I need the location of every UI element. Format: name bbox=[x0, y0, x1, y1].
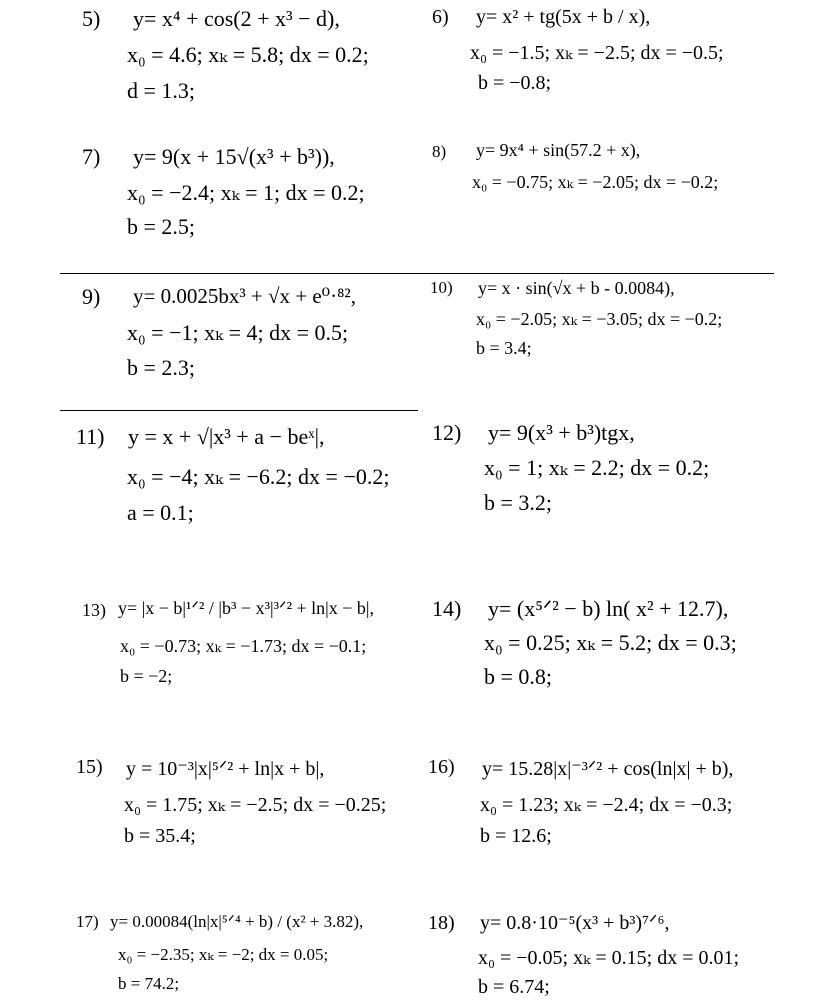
task-range: x₀ = −0.05; xₖ = 0.15; dx = 0.01; bbox=[478, 947, 740, 969]
task-param: b = 35.4; bbox=[124, 825, 196, 847]
task-range: x₀ = 1; xₖ = 2.2; dx = 0.2; bbox=[484, 455, 710, 480]
task-range: x₀ = 4.6; xₖ = 5.8; dx = 0.2; bbox=[127, 42, 369, 67]
task-number: 17) bbox=[76, 912, 99, 931]
task-range: x₀ = −2.4; xₖ = 1; dx = 0.2; bbox=[127, 180, 365, 205]
task-formula: y= 0.00084(ln|x|⁵ᐟ⁴ + b) / (x² + 3.82), bbox=[110, 912, 364, 931]
task-param: b = 3.4; bbox=[476, 338, 532, 358]
task-range: x₀ = −4; xₖ = −6.2; dx = −0.2; bbox=[127, 464, 390, 489]
task-param: b = 12.6; bbox=[480, 825, 552, 847]
task-range: x₀ = −2.05; xₖ = −3.05; dx = −0.2; bbox=[476, 309, 723, 329]
task-formula: y= x · sin(√x + b - 0.0084), bbox=[478, 278, 675, 298]
task-param: b = 6.74; bbox=[478, 976, 550, 998]
divider-line bbox=[60, 410, 418, 411]
task-number: 6) bbox=[432, 6, 449, 28]
task-range: x₀ = −0.73; xₖ = −1.73; dx = −0.1; bbox=[120, 636, 367, 656]
task-param: b = 3.2; bbox=[484, 490, 553, 515]
divider-line bbox=[418, 273, 774, 274]
task-number: 12) bbox=[432, 420, 462, 445]
task-formula: y= 15.28|x|⁻³ᐟ² + cos(ln|x| + b), bbox=[482, 758, 734, 780]
task-formula: y= (x⁵ᐟ² − b) ln( x² + 12.7), bbox=[488, 596, 729, 621]
task-formula: y= x² + tg(5x + b / x), bbox=[476, 6, 651, 28]
task-number: 7) bbox=[82, 144, 101, 169]
task-number: 9) bbox=[82, 284, 101, 309]
task-formula: y= x⁴ + cos(2 + x³ − d), bbox=[133, 6, 340, 31]
task-range: x₀ = −2.35; xₖ = −2; dx = 0.05; bbox=[118, 945, 329, 964]
task-param: d = 1.3; bbox=[127, 78, 196, 103]
task-formula: y= 0.0025bx³ + √x + e⁰·⁸², bbox=[133, 284, 356, 308]
task-range: x₀ = 1.75; xₖ = −2.5; dx = −0.25; bbox=[124, 794, 387, 816]
task-param: a = 0.1; bbox=[127, 500, 194, 525]
task-formula: y= |x − b|¹ᐟ² / |b³ − x³|³ᐟ² + ln|x − b|, bbox=[118, 598, 374, 618]
task-param: b = −2; bbox=[120, 666, 173, 686]
task-number: 18) bbox=[428, 912, 455, 934]
task-param: b = −0.8; bbox=[478, 72, 552, 94]
task-range: x₀ = −1.5; xₖ = −2.5; dx = −0.5; bbox=[470, 42, 724, 64]
task-param: b = 2.3; bbox=[127, 355, 196, 380]
task-formula: y= 9x⁴ + sin(57.2 + x), bbox=[476, 140, 641, 160]
task-range: x₀ = −0.75; xₖ = −2.05; dx = −0.2; bbox=[472, 172, 719, 192]
task-number: 16) bbox=[428, 756, 455, 778]
task-range: x₀ = 0.25; xₖ = 5.2; dx = 0.3; bbox=[484, 630, 737, 655]
task-param: b = 74.2; bbox=[118, 974, 180, 993]
task-range: x₀ = −1; xₖ = 4; dx = 0.5; bbox=[127, 320, 349, 345]
task-param: b = 2.5; bbox=[127, 214, 196, 239]
task-number: 15) bbox=[76, 756, 103, 778]
task-number: 14) bbox=[432, 596, 462, 621]
task-number: 5) bbox=[82, 6, 101, 31]
task-formula: y = x + √|x³ + a − beˣ|, bbox=[128, 424, 325, 449]
task-number: 11) bbox=[76, 424, 105, 449]
divider-line bbox=[60, 273, 418, 274]
task-number: 8) bbox=[432, 142, 447, 161]
task-formula: y = 10⁻³|x|⁵ᐟ² + ln|x + b|, bbox=[126, 758, 325, 780]
task-formula: y= 9(x³ + b³)tgx, bbox=[488, 420, 635, 445]
task-formula: y= 0.8·10⁻⁵(x³ + b³)⁷ᐟ⁶, bbox=[480, 912, 670, 934]
task-number: 13) bbox=[82, 600, 106, 620]
task-formula: y= 9(x + 15√(x³ + b³)), bbox=[133, 144, 335, 169]
task-param: b = 0.8; bbox=[484, 664, 553, 689]
task-number: 10) bbox=[430, 278, 453, 297]
task-range: x₀ = 1.23; xₖ = −2.4; dx = −0.3; bbox=[480, 794, 733, 816]
